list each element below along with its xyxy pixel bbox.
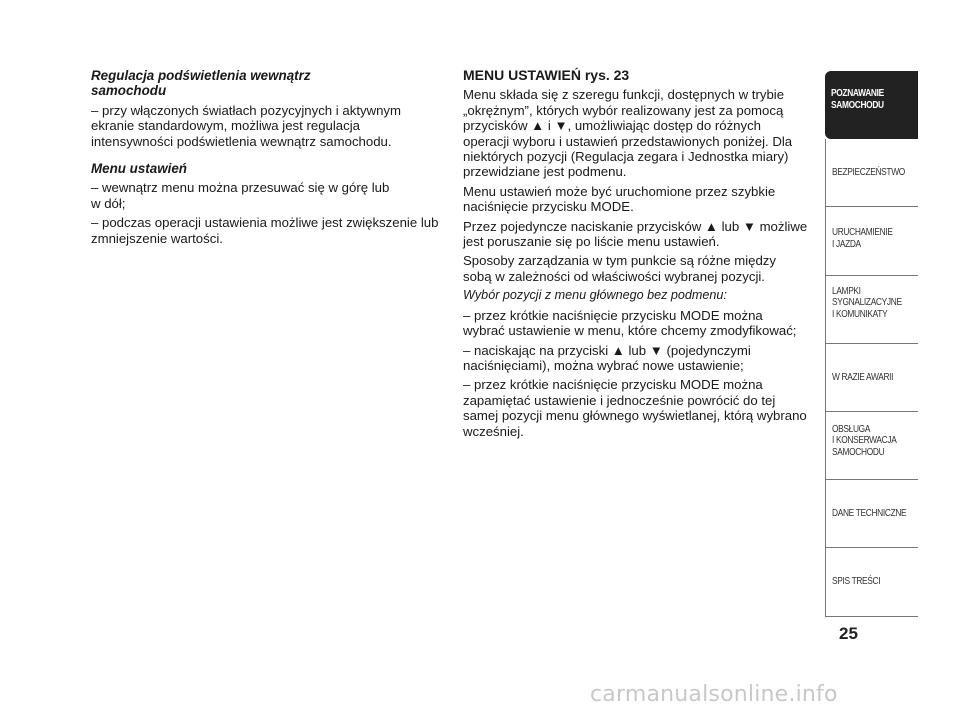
page-number: 25: [839, 624, 858, 643]
tab-obsluga-i-konserwacja[interactable]: OBSŁUGA I KONSERWACJA SAMOCHODU: [825, 412, 918, 480]
paragraph: – wewnątrz menu można przesuwać się w górę lub w dół;: [91, 180, 390, 211]
subheading: Wybór pozycji z menu głównego bez podmenu:: [463, 288, 727, 303]
heading-interior-lighting: Regulacja podświetlenia wewnątrz samochodu: [91, 68, 311, 99]
tab-w-razie-awarii[interactable]: W RAZIE AWARII: [825, 344, 918, 412]
paragraph: – przez krótkie naciśnięcie przycisku MODE można wybrać ustawienie w menu, które chcemy zmodyfikować;: [463, 307, 797, 339]
left-column: [91, 68, 441, 250]
tab-lampki-sygnalizacyjne[interactable]: LAMPKI SYGNALIZACYJNE I KOMUNIKATY: [825, 276, 918, 344]
chapter-sidebar: [825, 71, 918, 617]
right-column: [463, 68, 808, 443]
tab-dane-techniczne[interactable]: DANE TECHNICZNE: [825, 480, 918, 548]
paragraph: Menu ustawień może być uruchomione przez szybkie naciśnięcie przycisku MODE.: [463, 183, 776, 215]
paragraph: – podczas operacji ustawienia możliwe jest zwiększenie lub zmniejszenie wartości.: [91, 215, 439, 246]
paragraph: – przez krótkie naciśnięcie przycisku MODE można zapamiętać ustawienie i jednocześnie powrócić do tej samej pozycji menu głównego wyświetlanej, którą wybrano wcześniej.: [463, 377, 807, 439]
tab-poznawanie-samochodu[interactable]: POZNAWANIE SAMOCHODU: [825, 71, 918, 139]
paragraph: Menu składa się z szeregu funkcji, dostępnych w trybie „okrężnym”, których wybór realizowany jest za pomocą przycisków ▲ i ▼, umożliwiając dostęp do różnych operacji wyboru i ustawień przedstawionych poniżej. Dla niektórych pozycji (Regulacja zegara i Jednostka miary) przewidziane jest podmenu.: [463, 87, 793, 180]
heading-settings-menu: Menu ustawień: [91, 161, 187, 177]
tab-bezpieczenstwo[interactable]: BEZPIECZEŃSTWO: [825, 139, 918, 207]
paragraph: – naciskając na przyciski ▲ lub ▼ (pojedynczymi naciśnięciami), można wybrać nowe ustawienie;: [463, 342, 751, 373]
paragraph: Przez pojedyncze naciskanie przycisków ▲ lub ▼ możliwe jest poruszanie się po liście menu ustawień.: [463, 218, 808, 250]
watermark: carmanualsonline.info: [590, 682, 838, 707]
paragraph: – przy włączonych światłach pozycyjnych i aktywnym ekranie standardowym, możliwa jest regulacja intensywności podświetlenia wewnątrz samochodu.: [91, 102, 402, 149]
tab-spis-tresci[interactable]: SPIS TREŚCI: [825, 548, 918, 616]
section-title: MENU USTAWIEŃ rys. 23: [463, 67, 630, 83]
tab-uruchamienie-i-jazda[interactable]: URUCHAMIENIE I JAZDA: [825, 207, 918, 275]
paragraph: Sposoby zarządzania w tym punkcie są różne między sobą w zależności od właściwości wybranej pozycji.: [463, 253, 776, 284]
